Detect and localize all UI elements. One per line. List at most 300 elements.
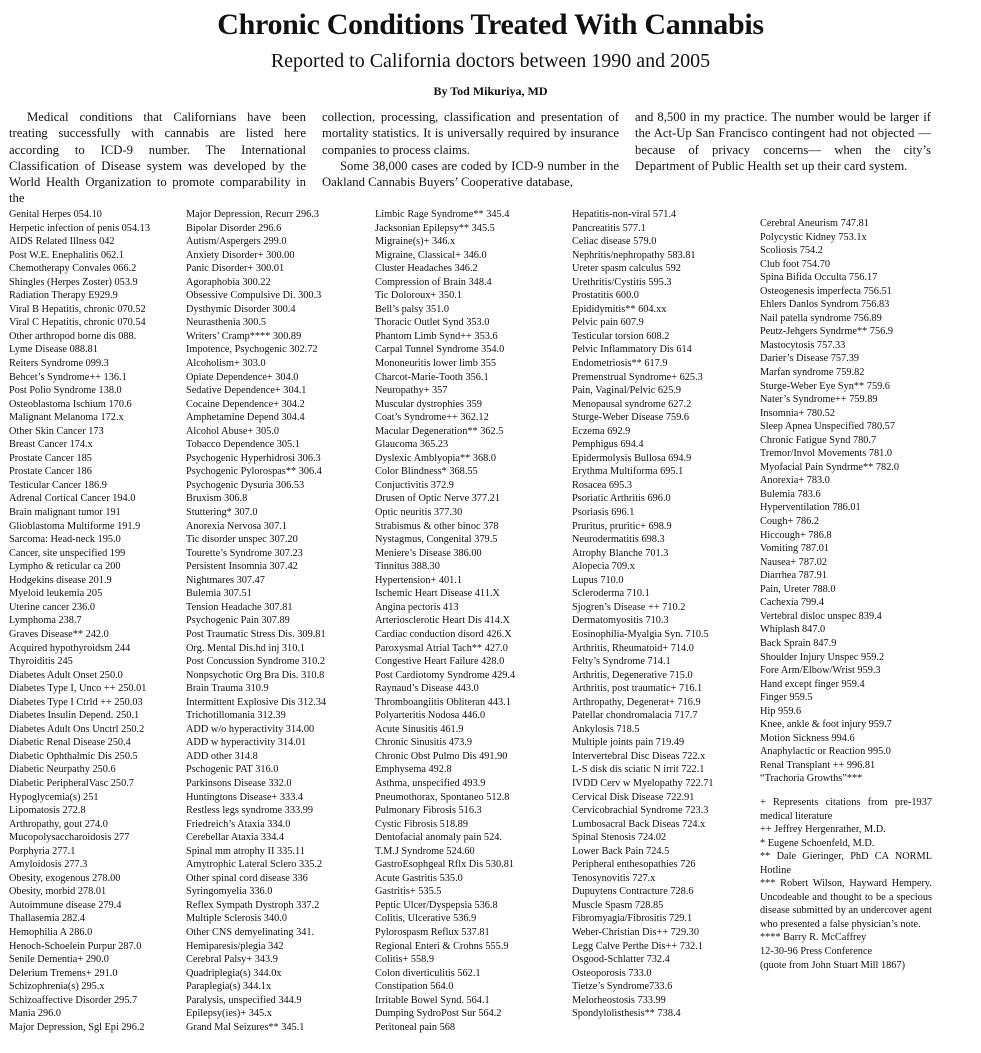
byline: By Tod Mikuriya, MD [433, 84, 548, 98]
footnotes [760, 796, 932, 971]
condition-entry: Acute Gastritis 535.0 [375, 872, 463, 884]
condition-entry: Vertebral disloc unspec 839.4 [760, 610, 882, 622]
condition-entry: Quadriplegia(s) 344.0x [186, 967, 282, 979]
condition-entry: Multiple joints pain 719.49 [572, 737, 685, 749]
conditions-column-1 [9, 208, 150, 1034]
footnote: *** Robert Wilson, Hayward Hempery. Uncodeable and thought to be a specious disease submitted by an undercover agent who presented a false physician’s note. [760, 878, 932, 930]
condition-entry: Migraine, Classical+ 346.0 [375, 249, 487, 261]
condition-entry: IVDD Cerv w Myelopathy 722.71 [572, 777, 714, 789]
footnote: 12-30-96 Press Conference [760, 945, 873, 957]
condition-entry: Pain, Ureter 788.0 [760, 583, 836, 595]
condition-entry: Neuropathy+ 357 [375, 385, 448, 397]
condition-entry: Hypertension+ 401.1 [375, 574, 463, 586]
condition-entry: Hip 959.6 [760, 705, 802, 717]
condition-entry: Tic Doloroux+ 350.1 [375, 290, 462, 302]
condition-entry: Genital Herpes 054.10 [9, 209, 102, 220]
condition-entry: Persistent Insomnia 307.42 [186, 561, 298, 573]
condition-entry: Testicular torsion 608.2 [572, 330, 670, 342]
condition-entry: Club foot 754.70 [760, 258, 831, 270]
condition-entry: Meniere’s Disease 386.00 [375, 547, 482, 559]
condition-entry: Obesity, exogenous 278.00 [9, 872, 121, 884]
footnote: * Eugene Schoenfeld, M.D. [760, 837, 875, 849]
condition-entry: Cardiac conduction disord 426.X [375, 628, 512, 640]
condition-entry: Fore Arm/Elbow/Wrist 959.3 [760, 665, 881, 677]
condition-entry: Epididymitis** 604.xx [572, 303, 667, 315]
condition-entry: Angina pectoris 413 [375, 601, 459, 613]
condition-entry: Colitis, Ulcerative 536.9 [375, 913, 477, 925]
condition-entry: Schizoaffective Disorder 295.7 [9, 994, 138, 1006]
condition-entry: Writers’ Cramp**** 300.89 [186, 330, 302, 342]
condition-entry: Osgood-Schlatter 732.4 [572, 954, 670, 966]
condition-entry: L-S disk dis sciatic N irrit 722.1 [572, 764, 705, 776]
intro-paragraph: and 8,500 in my practice. The number would be larger if the Act-Up San Francisco contingent had not objected —because of privacy concerns— when the city’s Department of Public Health set up their card system. [635, 110, 931, 173]
condition-entry: Bulemia 307.51 [186, 588, 252, 600]
condition-entry: Sturge-Weber Disease 759.6 [572, 412, 690, 424]
condition-entry: Herpetic infection of penis 054.13 [9, 222, 150, 234]
footnote: ** Dale Gieringer, PhD CA NORML Hotline [760, 851, 932, 876]
condition-entry: Bruxism 306.8 [186, 493, 248, 505]
condition-entry: Anorexia Nervosa 307.1 [186, 520, 287, 532]
condition-entry: Sarcoma: Head-neck 195.0 [9, 534, 121, 546]
condition-entry: Uterine cancer 236.0 [9, 601, 96, 613]
condition-entry: Colon diverticulitis 562.1 [375, 967, 481, 979]
condition-entry: Org. Mental Dis.hd inj 310.1 [186, 642, 306, 654]
condition-entry: Lympho & reticular ca 200 [9, 561, 121, 573]
condition-entry: Phantom Limb Synd++ 353.6 [375, 330, 498, 342]
condition-entry: Brain Trauma 310.9 [186, 683, 269, 695]
condition-entry: Renal Transplant ++ 996.81 [760, 759, 876, 771]
condition-entry: Tremor/Invol Movements 781.0 [760, 448, 893, 460]
condition-entry: Grand Mal Seizures** 345.1 [186, 1021, 305, 1033]
condition-entry: Sjogren’s Disease ++ 710.2 [572, 601, 686, 613]
condition-entry: Pemphigus 694.4 [572, 439, 644, 451]
condition-entry: Limbic Rage Syndrome** 345.4 [375, 209, 510, 220]
condition-entry: Arthritis, Degenerative 715.0 [572, 669, 693, 681]
condition-entry: Post Polio Syndrome 138.0 [9, 385, 122, 397]
condition-entry: ADD w/o hyperactivity 314.00 [186, 723, 315, 735]
condition-entry: Nightmares 307.47 [186, 574, 265, 586]
page-subtitle: Reported to California doctors between 1990 and 2005 [270, 50, 711, 72]
condition-entry: Macular Degeneration** 362.5 [375, 425, 504, 437]
condition-entry: Porphyria 277.1 [9, 845, 76, 857]
condition-entry: Dysthymic Disorder 300.4 [186, 303, 296, 315]
condition-entry: ADD other 314.8 [186, 750, 258, 762]
condition-entry: Thallasemia 282.4 [9, 913, 86, 925]
condition-entry: Celiac disease 579.0 [572, 236, 657, 248]
condition-entry: Cachexia 799.4 [760, 597, 825, 609]
condition-entry: Other spinal cord disease 336 [186, 872, 308, 884]
condition-entry: Spinal Stenosis 724.02 [572, 832, 667, 844]
condition-entry: Hypoglycemia(s) 251 [9, 791, 99, 803]
condition-entry: Alcohol Abuse+ 305.0 [186, 425, 280, 437]
condition-entry: Cerebral Palsy+ 343.9 [186, 954, 278, 966]
condition-entry: Jacksonian Epilepsy** 345.5 [375, 222, 495, 234]
condition-entry: Myofacial Pain Syndrme** 782.0 [760, 461, 899, 473]
condition-entry: Nail patella syndrome 756.89 [760, 312, 882, 324]
condition-entry: Charcot-Marie-Tooth 356.1 [375, 371, 489, 383]
condition-entry: Irritable Bowel Synd. 564.1 [375, 994, 490, 1006]
condition-entry: Diabetic Neurpathy 250.6 [9, 764, 116, 776]
condition-entry: Ankylosis 718.5 [572, 723, 640, 735]
condition-entry: Viral C Hepatitis, chronic 070.54 [9, 317, 146, 329]
condition-entry: Anxiety Disorder+ 300.00 [186, 249, 295, 261]
condition-entry: Bipolar Disorder 296.6 [186, 222, 282, 234]
condition-entry: Alcoholism+ 303.0 [186, 358, 266, 370]
condition-entry: Intervertebral Disc Diseas 722.x [572, 750, 706, 762]
condition-entry: Stuttering* 307.0 [186, 507, 258, 519]
condition-entry: Alopecia 709.x [572, 561, 635, 573]
condition-entry: Henoch-Schoelein Purpur 287.0 [9, 940, 142, 952]
condition-entry: Peritoneal pain 568 [375, 1021, 456, 1033]
condition-entry: Diabetes Type I, Unco ++ 250.01 [9, 683, 147, 695]
condition-entry: Diabetic Renal Disease 250.4 [9, 737, 131, 749]
condition-entry: Anorexia+ 783.0 [760, 475, 830, 487]
condition-entry: Behcet’s Syndrome++ 136.1 [9, 371, 127, 383]
condition-entry: GastroEsophgeal Rflx Dis 530.81 [375, 859, 514, 871]
condition-entry: ADD w hyperactivity 314.01 [186, 737, 307, 749]
condition-entry: Psychogenic Hyperhidrosi 306.3 [186, 452, 321, 464]
condition-entry: Urethritis/Cystitis 595.3 [572, 276, 672, 288]
condition-entry: Peripheral enthesopathies 726 [572, 859, 696, 871]
intro-paragraph: Some 38,000 cases are coded by ICD-9 number in the Oakland Cannabis Buyers’ Cooperative database, [322, 158, 619, 190]
condition-entry: Psychogenic Pain 307.89 [186, 615, 290, 627]
condition-entry: Nater’s Syndrome++ 759.89 [760, 394, 878, 406]
condition-entry: Mucopolysaccharoidosis 277 [9, 832, 130, 844]
condition-entry: Knee, ankle & foot injury 959.7 [760, 719, 892, 731]
condition-entry: Whiplash 847.0 [760, 624, 826, 636]
condition-entry: Felty’s Syndrome 714.1 [572, 656, 671, 668]
condition-entry: Lower Back Pain 724.5 [572, 845, 670, 857]
condition-entry: Cerebellar Ataxia 334.4 [186, 832, 285, 844]
condition-entry: Bulemia 783.6 [760, 488, 821, 500]
condition-entry: Autism/Aspergers 299.0 [186, 236, 287, 248]
condition-entry: Menopausal syndrome 627.2 [572, 398, 692, 410]
condition-entry: Dyslexic Amblyopia** 368.0 [375, 452, 496, 464]
condition-entry: Cystic Fibrosis 518.89 [375, 818, 468, 830]
conditions-list [760, 217, 932, 786]
condition-entry: Rosacea 695.3 [572, 479, 633, 491]
condition-entry: Optic neuritis 377.30 [375, 507, 463, 519]
condition-entry: Osteoblastoma Ischium 170.6 [9, 398, 132, 410]
intro-column-2 [322, 109, 619, 190]
condition-entry: Myeloid leukemia 205 [9, 588, 103, 600]
condition-entry: Hodgekins disease 201.9 [9, 574, 112, 586]
condition-entry: Glaucoma 365.23 [375, 439, 449, 451]
condition-entry: Asthma, unspecified 493.9 [375, 777, 486, 789]
condition-entry: Obesity, morbid 278.01 [9, 886, 107, 898]
condition-entry: Post Concussion Syndrome 310.2 [186, 656, 326, 668]
condition-entry: Arthritis, post traumatic+ 716.1 [572, 683, 703, 695]
condition-entry: Atrophy Blanche 701.3 [572, 547, 669, 559]
condition-entry: Post Traumatic Stress Dis. 309.81 [186, 628, 326, 640]
condition-entry: Prostate Cancer 185 [9, 452, 92, 464]
condition-entry: Parkinsons Disease 332.0 [186, 777, 292, 789]
condition-entry: Migraine(s)+ 346.x [375, 236, 456, 248]
condition-entry: Nonpsychotic Org Bra Dis. 310.8 [186, 669, 325, 681]
condition-entry: Opiate Dependence+ 304.0 [186, 371, 299, 383]
condition-entry: Nystagmus, Congenital 379.5 [375, 534, 498, 546]
condition-entry: Bell’s palsy 351.0 [375, 303, 450, 315]
condition-entry: Hiccough+ 786.8 [760, 529, 832, 541]
condition-entry: Brain malignant tumor 191 [9, 507, 121, 519]
condition-entry: Spondylolisthesis** 738.4 [572, 1008, 681, 1020]
condition-entry: Cluster Headaches 346.2 [375, 263, 478, 275]
condition-entry: Reiters Syndrome 099.3 [9, 358, 109, 370]
condition-entry: Tourette’s Syndrome 307.23 [186, 547, 303, 559]
condition-entry: Tenosynovitis 727.x [572, 872, 656, 884]
condition-entry: Strabismus & other binoc 378 [375, 520, 499, 532]
condition-entry: Acquired hypothyroidsm 244 [9, 642, 131, 654]
condition-entry: Post Cardiotomy Syndrome 429.4 [375, 669, 516, 681]
condition-entry: Epilepsy(ies)+ 345.x [186, 1008, 272, 1020]
condition-entry: Chronic Sinusitis 473.9 [375, 737, 472, 749]
condition-entry: Hand except finger 959.4 [760, 678, 865, 690]
condition-entry: Insomnia+ 780.52 [760, 407, 836, 419]
condition-entry: Arteriosclerotic Heart Dis 414.X [375, 615, 510, 627]
condition-entry: Neurasthenia 300.5 [186, 317, 267, 329]
condition-entry: Cough+ 786.2 [760, 516, 820, 528]
condition-entry: Dermatomyositis 710.3 [572, 615, 669, 627]
condition-entry: Autoimmune disease 279.4 [9, 899, 122, 911]
condition-entry: Darier’s Disease 757.39 [760, 353, 860, 365]
condition-entry: Eosinophilia-Myalgia Syn. 710.5 [572, 628, 709, 640]
condition-entry: Ureter spasm calculus 592 [572, 263, 681, 275]
condition-entry: Acute Sinusitis 461.9 [375, 723, 464, 735]
condition-entry: Reflex Sympath Dystroph 337.2 [186, 899, 320, 911]
condition-entry: Epidermolysis Bullosa 694.9 [572, 452, 692, 464]
condition-entry: Pylorospasm Reflux 537.81 [375, 926, 490, 938]
condition-entry: Nephritis/nephropathy 583.81 [572, 249, 696, 261]
condition-entry: Chemotherapy Convales 066.2 [9, 263, 137, 275]
condition-entry: Glioblastoma Multiforme 191.9 [9, 520, 141, 532]
condition-entry: Malignant Melanoma 172.x [9, 412, 124, 424]
condition-entry: Motion Sickness 994.6 [760, 732, 855, 744]
condition-entry: Premenstrual Syndrome+ 625.3 [572, 371, 703, 383]
conditions-column-2 [186, 208, 326, 1034]
intro-column-1 [9, 109, 306, 207]
condition-entry: Lupus 710.0 [572, 574, 624, 586]
condition-entry: Neurodermatitis 698.3 [572, 534, 665, 546]
condition-entry: Spina Bifida Occulta 756.17 [760, 272, 878, 284]
condition-entry: Ehlers Danlos Syndrom 756.83 [760, 299, 890, 311]
conditions-column-3 [375, 208, 515, 1034]
footnote: ++ Jeffrey Hergenrather, M.D. [760, 824, 886, 836]
condition-entry: Sedative Dependence+ 304.1 [186, 385, 307, 397]
condition-entry: Tension Headache 307.81 [186, 601, 293, 613]
condition-entry: Conjuctivitis 372.9 [375, 479, 454, 491]
condition-entry: Anaphylactic or Reaction 995.0 [760, 746, 891, 758]
intro-column-3 [635, 109, 931, 174]
condition-entry: Hemophilia A 286.0 [9, 926, 93, 938]
condition-entry: Sleep Apnea Unspecified 780.57 [760, 421, 895, 433]
condition-entry: Color Blindness* 368.55 [375, 466, 478, 478]
condition-entry: Psoriatic Arthritis 696.0 [572, 493, 671, 505]
condition-entry: Polyarteritis Nodosa 446.0 [375, 710, 486, 722]
condition-entry: Polycystic Kidney 753.1x [760, 231, 867, 243]
conditions-column-5 [760, 217, 932, 971]
condition-entry: Pancreatitis 577.1 [572, 222, 646, 234]
condition-entry: Colitis+ 558.9 [375, 954, 435, 966]
condition-entry: Legg Calve Perthe Dis++ 732.1 [572, 940, 703, 952]
condition-entry: Scleroderma 710.1 [572, 588, 650, 600]
condition-entry: Prostate Cancer 186 [9, 466, 92, 478]
condition-entry: Arthritis, Rheumatoid+ 714.0 [572, 642, 694, 654]
condition-entry: T.M.J Syndrome 524.60 [375, 845, 475, 857]
condition-entry: Sturge-Weber Eye Syn** 759.6 [760, 380, 890, 392]
condition-entry: Paraplegia(s) 344.1x [186, 981, 272, 993]
condition-entry: Psychogenic Pylorospas** 306.4 [186, 466, 322, 478]
intro-paragraph: Medical conditions that Californians have been treating successfully with cannabis are listed here according to ICD-9 number. The International Classification of Disease system was developed by the World Health Organization to promote comparability in the [9, 110, 306, 206]
condition-entry: Paralysis, unspecified 344.9 [186, 994, 302, 1006]
condition-entry: Osteoporosis 733.0 [572, 967, 652, 979]
condition-entry: Huntingtons Disease+ 333.4 [186, 791, 304, 803]
condition-entry: Eczema 692.9 [572, 425, 631, 437]
condition-entry: Dentofacial anomaly pain 524. [375, 832, 502, 844]
condition-entry: Obsessive Compulsive Di. 300.3 [186, 290, 322, 302]
condition-entry: Breast Cancer 174.x [9, 439, 93, 451]
condition-entry: Diabetic PeripheralVasc 250.7 [9, 777, 134, 789]
condition-entry: Marfan syndrome 759.82 [760, 367, 865, 379]
condition-entry: Hemiparesis/plegia 342 [186, 940, 284, 952]
condition-entry: Psychogenic Dysuria 306.53 [186, 479, 305, 491]
condition-entry: Adrenal Cortical Cancer 194.0 [9, 493, 136, 505]
condition-entry: Other Skin Cancer 173 [9, 425, 104, 437]
condition-entry: Finger 959.5 [760, 692, 813, 704]
condition-entry: Arthropathy, gout 274.0 [9, 818, 108, 830]
condition-entry: Mastocytosis 757.33 [760, 339, 846, 351]
condition-entry: Ischemic Heart Disease 411.X [375, 588, 500, 600]
condition-entry: Diabetes Type I Ctrld ++ 250.03 [9, 696, 143, 708]
condition-entry: Vomiting 787.01 [760, 543, 830, 555]
condition-entry: “Trachoria Growths”*** [760, 773, 863, 785]
condition-entry: Osteogenesis imperfecta 756.51 [760, 285, 892, 297]
condition-entry: Melorheostosis 733.99 [572, 994, 666, 1006]
condition-entry: Friedreich’s Ataxia 334.0 [186, 818, 291, 830]
condition-entry: Testicular Cancer 186.9 [9, 479, 107, 491]
condition-entry: Scoliosis 754.2 [760, 245, 823, 257]
condition-entry: Coat’s Syndrome++ 362.12 [375, 412, 489, 424]
condition-entry: Diabetes Adult Onset 250.0 [9, 669, 123, 681]
condition-entry: Lyme Disease 088.81 [9, 344, 98, 356]
condition-entry: Viral B Hepatitis, chronic 070.52 [9, 303, 146, 315]
condition-entry: Erythma Multiforma 695.1 [572, 466, 684, 478]
condition-entry: Weber-Christian Dis++ 729.30 [572, 926, 699, 938]
condition-entry: Cervical Disk Disease 722.91 [572, 791, 695, 803]
page-title: Chronic Conditions Treated With Cannabis [217, 8, 764, 41]
condition-entry: Major Depression, Sgl Epi 296.2 [9, 1021, 145, 1033]
condition-entry: Cervicobrachial Syndrome 723.3 [572, 805, 709, 817]
condition-entry: Chronic Fatigue Synd 780.7 [760, 434, 877, 446]
condition-entry: Prostatitis 600.0 [572, 290, 639, 302]
condition-entry: Amphetamine Depend 304.4 [186, 412, 305, 424]
condition-entry: Other arthropod borne dis 088. [9, 330, 137, 342]
condition-entry: Psoriasis 696.1 [572, 507, 635, 519]
condition-entry: Congestive Heart Failure 428.0 [375, 656, 505, 668]
condition-entry: Nausea+ 787.02 [760, 556, 828, 568]
condition-entry: Carpal Tunnel Syndrome 354.0 [375, 344, 505, 356]
condition-entry: Mononeuritis lower limb 355 [375, 358, 496, 370]
condition-entry: Drusen of Optic Nerve 377.21 [375, 493, 500, 505]
condition-entry: Arthropathy, Degenerat+ 716.9 [572, 696, 701, 708]
condition-entry: Back Sprain 847.9 [760, 637, 837, 649]
condition-entry: Peptic Ulcer/Dyspepsia 536.8 [375, 899, 498, 911]
condition-entry: Compression of Brain 348.4 [375, 276, 492, 288]
footnote: **** Barry R. McCaffrey [760, 932, 867, 944]
condition-entry: Dupuytens Contracture 728.6 [572, 886, 694, 898]
condition-entry: Restless legs syndrome 333.99 [186, 805, 313, 817]
condition-entry: Diarrhea 787.91 [760, 570, 827, 582]
condition-entry: Constipation 564.0 [375, 981, 454, 993]
condition-entry: Diabetic Ophthalmic Dis 250.5 [9, 750, 138, 762]
condition-entry: Fibromyagia/Fibrositis 729.1 [572, 913, 693, 925]
condition-entry: Dumping SydroPost Sur 564.2 [375, 1008, 502, 1020]
condition-entry: Graves Disease** 242.0 [9, 628, 109, 640]
condition-entry: Pruritus, pruritic+ 698.9 [572, 520, 672, 532]
condition-entry: Muscle Spasm 728.85 [572, 899, 664, 911]
condition-entry: Cocaine Dependence+ 304.2 [186, 398, 305, 410]
condition-entry: Trichotillomania 312.39 [186, 710, 286, 722]
condition-entry: Pain, Vaginal/Pelvic 625.9 [572, 385, 682, 397]
condition-entry: Tic disorder unspec 307.20 [186, 534, 298, 546]
condition-entry: Amyloidosis 277.3 [9, 859, 88, 871]
condition-entry: Lumbosacral Back Diseas 724.x [572, 818, 706, 830]
condition-entry: Pelvic Inflammatory Dis 614 [572, 344, 692, 356]
condition-entry: Pneumothorax, Spontaneo 512.8 [375, 791, 510, 803]
condition-entry: Thyroiditis 245 [9, 656, 73, 668]
condition-entry: Hepatitis-non-viral 571.4 [572, 209, 677, 220]
condition-entry: Tietze’s Syndrome733.6 [572, 981, 673, 993]
condition-entry: Spinal mm atrophy II 335.11 [186, 845, 305, 857]
condition-entry: Lymphoma 238.7 [9, 615, 82, 627]
condition-entry: Regional Enteri & Crohns 555.9 [375, 940, 509, 952]
condition-entry: Paroxysmal Atrial Tach** 427.0 [375, 642, 508, 654]
condition-entry: Emphysema 492.8 [375, 764, 452, 776]
condition-entry: Pulmonary Fibrosis 516.3 [375, 805, 482, 817]
condition-entry: Major Depression, Recurr 296.3 [186, 209, 319, 220]
condition-entry: Other CNS demyelinating 341. [186, 926, 315, 938]
condition-entry: Panic Disorder+ 300.01 [186, 263, 285, 275]
condition-entry: Peutz-Jehgers Syndrme** 756.9 [760, 326, 893, 338]
condition-entry: Chronic Obst Pulmo Dis 491.90 [375, 750, 508, 762]
footnote: + Represents citations from pre-1937 medical literature [760, 796, 932, 822]
condition-entry: Muscular dystrophies 359 [375, 398, 482, 410]
condition-entry: Thromboangiitis Obliteran 443.1 [375, 696, 511, 708]
condition-entry: Cancer, site unspecified 199 [9, 547, 126, 559]
condition-entry: Senile Dementia+ 290.0 [9, 954, 109, 966]
condition-entry: Endometriosis** 617.9 [572, 358, 668, 370]
condition-entry: Mania 296.0 [9, 1008, 62, 1020]
condition-entry: Diabetes Adult Ons Unctrl 250.2 [9, 723, 145, 735]
condition-entry: Multiple Sclerosis 340.0 [186, 913, 287, 925]
condition-entry: Shoulder Injury Unspec 959.2 [760, 651, 885, 663]
condition-entry: Radiation Therapy E929.9 [9, 290, 118, 302]
condition-entry: Shingles (Herpes Zoster) 053.9 [9, 276, 138, 288]
condition-entry: Delerium Tremens+ 291.0 [9, 967, 118, 979]
condition-entry: Diabetes Insulin Depend. 250.1 [9, 710, 140, 722]
condition-entry: Raynaud’s Disease 443.0 [375, 683, 479, 695]
condition-entry: Agoraphobia 300.22 [186, 276, 271, 288]
condition-entry: AIDS Related Illness 042 [9, 236, 115, 248]
condition-entry: Impotence, Psychogenic 302.72 [186, 344, 318, 356]
condition-entry: Tobacco Dependence 305.1 [186, 439, 300, 451]
condition-entry: Thoracic Outlet Synd 353.0 [375, 317, 490, 329]
condition-entry: Gastritis+ 535.5 [375, 886, 442, 898]
condition-entry: Tinnitus 388.30 [375, 561, 440, 573]
condition-entry: Hyperventilation 786.01 [760, 502, 861, 514]
condition-entry: Cerebral Aneurism 747.81 [760, 218, 869, 229]
condition-entry: Schizophrenia(s) 295.x [9, 981, 105, 993]
condition-entry: Pelvic pain 607.9 [572, 317, 644, 329]
